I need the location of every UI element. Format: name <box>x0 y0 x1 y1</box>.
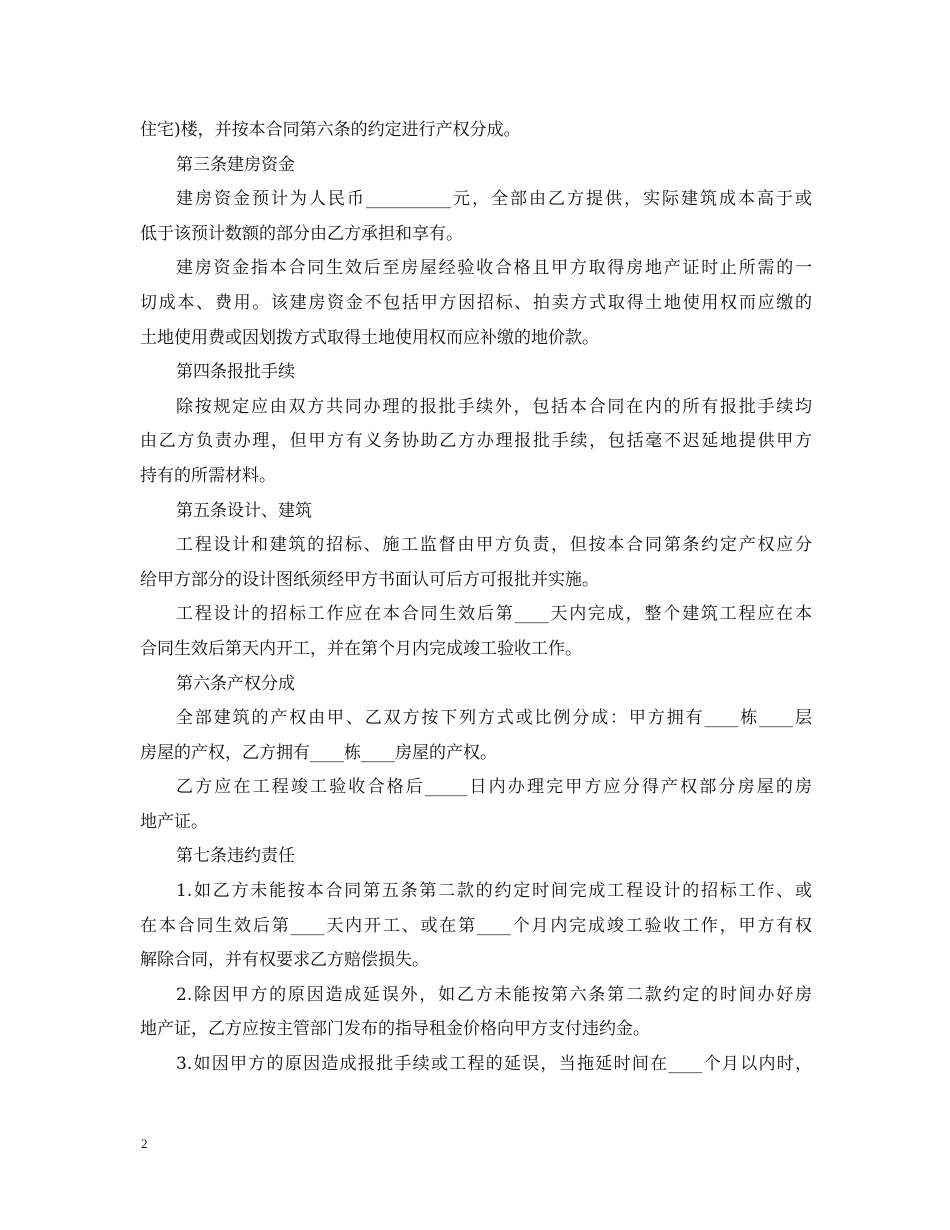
paragraph-line: 地产证。 <box>140 811 208 832</box>
document-body <box>140 113 812 1082</box>
paragraph-line: 建房资金指本合同生效后至房屋经验收合格且甲方取得房地产证时止所需的一 <box>176 258 812 279</box>
page-number: 2 <box>141 1136 148 1151</box>
paragraph-line: 住宅)楼，并按本合同第六条的约定进行产权分成。 <box>140 120 521 140</box>
paragraph-line: 工程设计的招标工作应在本合同生效后第____天内完成，整个建筑工程应在本 <box>176 604 812 625</box>
paragraph-line: 切成本、费用。该建房资金不包括甲方因招标、拍卖方式取得土地使用权而应缴的 <box>140 292 812 313</box>
paragraph-line: 地产证，乙方应按主管部门发布的指导租金价格向甲方支付违约金。 <box>140 1019 650 1040</box>
paragraph-line: 1.如乙方未能按本合同第五条第二款的约定时间完成工程设计的招标工作、或 <box>176 881 812 902</box>
paragraph-line: 土地使用费或因划拨方式取得土地使用权而应补缴的地价款。 <box>140 327 599 348</box>
paragraph-line: 乙方应在工程竣工验收合格后_____日内办理完甲方应分得产权部分房屋的房 <box>176 777 812 798</box>
paragraph-line: 给甲方部分的设计图纸须经甲方书面认可后方可报批并实施。 <box>140 569 599 590</box>
paragraph-line: 全部建筑的产权由甲、乙双方按下列方式或比例分成：甲方拥有____栋____层 <box>176 708 812 729</box>
section-heading: 第三条建房资金 <box>176 154 295 175</box>
paragraph-line: 2.除因甲方的原因造成延误外，如乙方未能按第六条第二款约定的时间办好房 <box>176 984 812 1005</box>
paragraph-line: 建房资金预计为人民币__________元，全部由乙方提供，实际建筑成本高于或 <box>176 189 812 210</box>
paragraph-line: 解除合同，并有权要求乙方赔偿损失。 <box>140 950 429 971</box>
paragraph-line: 除按规定应由双方共同办理的报批手续外，包括本合同在内的所有报批手续均 <box>176 396 812 417</box>
paragraph-line: 工程设计和建筑的招标、施工监督由甲方负责，但按本合同第条约定产权应分 <box>176 535 812 556</box>
section-heading: 第四条报批手续 <box>176 362 295 383</box>
paragraph-line: 低于该预计数额的部分由乙方承担和享有。 <box>140 223 463 244</box>
section-heading: 第六条产权分成 <box>176 673 295 694</box>
section-heading: 第七条违约责任 <box>176 846 295 867</box>
paragraph-line: 在本合同生效后第____天内开工、或在第____个月内完成竣工验收工作，甲方有权 <box>140 915 812 936</box>
paragraph-line: 持有的所需材料。 <box>140 465 276 486</box>
section-heading: 第五条设计、建筑 <box>176 500 312 521</box>
paragraph-line: 合同生效后第天内开工，并在第个月内完成竣工验收工作。 <box>140 638 582 659</box>
paragraph-line: 房屋的产权，乙方拥有____栋____房屋的产权。 <box>140 742 497 763</box>
paragraph-line: 3.如因甲方的原因造成报批手续或工程的延误，当拖延时间在____个月以内时， <box>176 1054 812 1075</box>
paragraph-line: 由乙方负责办理，但甲方有义务协助乙方办理报批手续，包括毫不迟延地提供甲方 <box>140 431 812 452</box>
